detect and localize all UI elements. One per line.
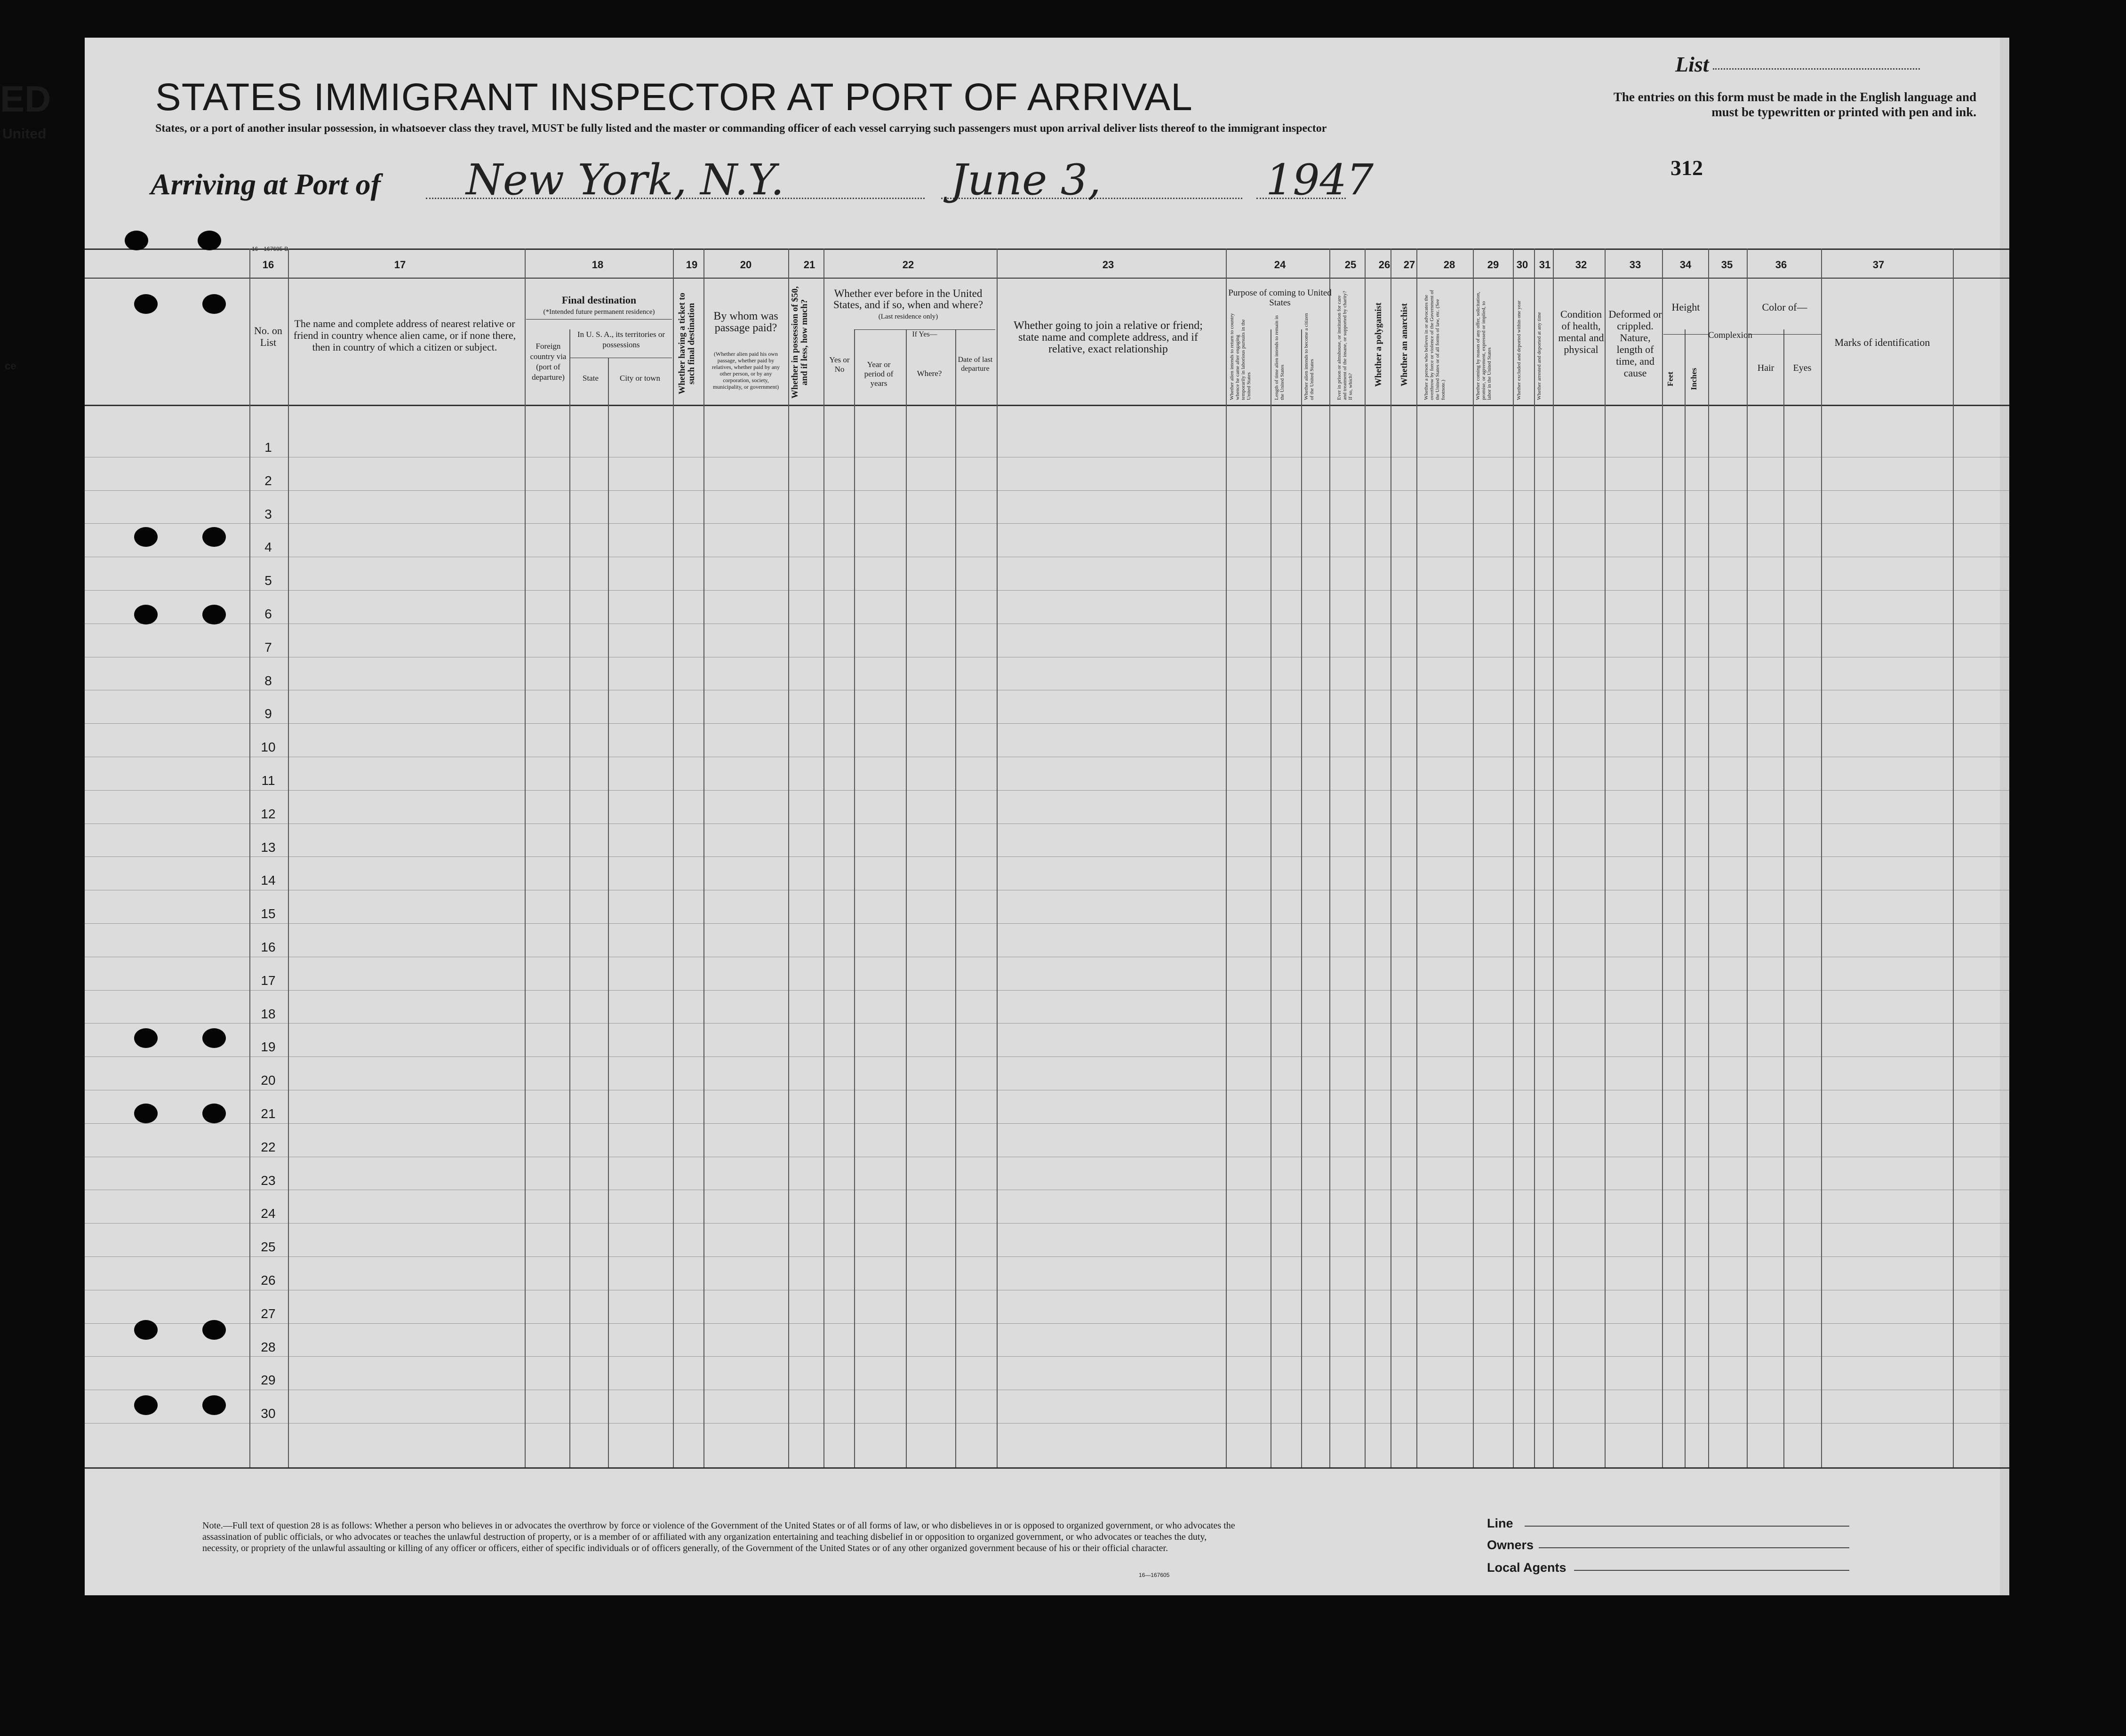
sheet-edge — [2000, 38, 2009, 1595]
row-number: 25 — [261, 1240, 276, 1255]
row-number: 5 — [264, 573, 272, 588]
table-bottom-rule — [85, 1467, 2009, 1469]
col37-header: Marks of identification — [1834, 336, 1930, 348]
column-rule — [1329, 248, 1330, 1467]
colnum-30: 30 — [1516, 259, 1528, 271]
col26-header: Whether a polygamist — [1374, 302, 1383, 387]
col23-header: Whether going to join a relative or friend; state name and complete address, and if relative, exact relationship — [1014, 320, 1203, 355]
row-number: 11 — [261, 773, 275, 788]
column-rule — [249, 248, 250, 1467]
row-number: 27 — [261, 1306, 276, 1321]
punch-hole — [125, 231, 148, 250]
colnum-32: 32 — [1575, 259, 1587, 271]
column-rule — [703, 248, 704, 1467]
row-number: 6 — [264, 607, 272, 621]
punch-hole — [134, 1104, 158, 1123]
column-rule — [1553, 248, 1554, 1467]
colnum-25: 25 — [1344, 259, 1357, 271]
col36-header: Color of— — [1762, 301, 1807, 313]
punch-hole — [134, 1028, 158, 1048]
column-rule — [1953, 248, 1954, 1467]
form-title: STATES IMMIGRANT INSPECTOR AT PORT OF ARRIVAL — [155, 76, 1193, 119]
row-rule — [85, 1023, 2009, 1024]
col24-return: Whether alien intends to return to country whence he came after engaging temporarily in laborious pursuits in the United States — [1229, 313, 1252, 400]
edge-subtitle-fragment: United — [2, 126, 47, 142]
col22-ifyes: If Yes— — [912, 330, 937, 338]
column-rule — [788, 248, 789, 1467]
row-rule — [85, 1056, 2009, 1057]
punch-hole — [202, 1395, 226, 1415]
row-number: 17 — [261, 973, 276, 988]
list-label: List — [1675, 52, 1709, 76]
col22-subrule — [854, 329, 995, 330]
colnum-33: 33 — [1629, 259, 1641, 271]
owners-label: Owners — [1487, 1538, 1534, 1552]
row-number: 24 — [261, 1206, 276, 1221]
punch-hole — [198, 231, 221, 250]
colnum-37: 37 — [1872, 259, 1885, 271]
colnum-22: 22 — [902, 259, 914, 271]
colnum-24: 24 — [1274, 259, 1286, 271]
punch-hole — [202, 1104, 226, 1123]
col22-yesno: Yes or No — [829, 355, 850, 374]
column-rule — [1534, 248, 1535, 1467]
row-number: 18 — [261, 1006, 276, 1021]
row-number: 30 — [261, 1406, 276, 1421]
row-number: 8 — [264, 673, 272, 688]
row-number: 21 — [261, 1106, 276, 1121]
arriving-label: Arriving at Port of — [151, 168, 381, 201]
punch-hole — [202, 1320, 226, 1340]
year-handwritten: 1947 — [1266, 155, 1374, 205]
col22-where: Where? — [917, 369, 942, 378]
punch-hole — [134, 527, 158, 547]
line-field[interactable] — [1525, 1526, 1849, 1527]
column-rule — [1685, 329, 1686, 1467]
punch-hole — [202, 605, 226, 624]
col25-header: Ever in prison or almshouse, or institution for care and treatment of the insane, or supported by charity? If so, which? — [1336, 291, 1353, 400]
column-rule — [955, 329, 956, 1467]
colnum-16: 16 — [262, 259, 274, 271]
column-rule — [288, 248, 289, 1467]
col27-header: Whether an anarchist — [1399, 303, 1409, 386]
edge-column-fragment: ce — [5, 360, 16, 372]
column-rule — [1365, 248, 1366, 1467]
col18-usa: In U. S. A., its territories or possessions — [577, 330, 665, 349]
row-rule — [85, 856, 2009, 857]
row-number: 4 — [264, 540, 272, 555]
column-rule — [906, 329, 907, 1467]
col24-header: Purpose of coming to United States — [1228, 288, 1332, 308]
list-number-line — [1713, 68, 1920, 70]
row-rule — [85, 1356, 2009, 1357]
column-rule — [1783, 329, 1784, 1467]
col22-header: Whether ever before in the United States, and if so, when and where? — [833, 288, 983, 311]
colnum-27: 27 — [1403, 259, 1415, 271]
row-rule — [85, 990, 2009, 991]
colnum-21: 21 — [803, 259, 815, 271]
column-rule — [1226, 248, 1227, 1467]
punch-hole — [202, 1028, 226, 1048]
colnum-26: 26 — [1378, 259, 1391, 271]
column-rule — [673, 248, 674, 1467]
column-rule — [525, 248, 526, 1467]
row-number: 28 — [261, 1339, 276, 1354]
punch-hole — [134, 605, 158, 624]
col22-note: (Last residence only) — [878, 313, 938, 320]
colnum-36: 36 — [1775, 259, 1787, 271]
column-rule — [608, 358, 609, 1467]
col34-inches: Inches — [1689, 368, 1698, 390]
owners-field[interactable] — [1539, 1547, 1849, 1548]
row-number: 10 — [261, 740, 276, 755]
row-rule — [85, 1256, 2009, 1257]
colnum-19: 19 — [686, 259, 698, 271]
column-rule — [1747, 248, 1748, 1467]
column-rule — [997, 248, 998, 1467]
row-number: 22 — [261, 1139, 276, 1154]
header-bottom-rule — [85, 405, 2009, 406]
row-number: 12 — [261, 806, 276, 821]
row-number: 3 — [264, 506, 272, 521]
col18-state: State — [583, 374, 599, 383]
col18-subrule — [526, 319, 672, 320]
column-rule — [823, 248, 824, 1467]
colnum-34: 34 — [1679, 259, 1692, 271]
row-rule — [85, 1123, 2009, 1124]
col16-header: No. on List — [254, 325, 282, 348]
col20-note: (Whether alien paid his own passage, whether paid by relatives, whether paid by any other person, or by any corporation, society, municipality, or government) — [711, 351, 780, 390]
column-rule — [1662, 248, 1663, 1467]
col29-header: Whether coming by reason of any offer, solicitation, promise, or agreement, expressed or implied, to labor in the United States — [1475, 292, 1492, 400]
col28-header: Whether a person who believes in or advocates the overthrow by force or violence of the Government of the United States or of all forms of law, etc. (See footnote.) — [1423, 290, 1446, 400]
row-number: 2 — [264, 473, 272, 488]
row-number: 1 — [264, 440, 272, 455]
col36-subrule — [1748, 334, 1821, 335]
row-rule — [85, 1323, 2009, 1324]
column-rule — [854, 329, 855, 1467]
row-number: 14 — [261, 873, 276, 888]
form-sheet — [85, 38, 2005, 1595]
punch-hole — [202, 294, 226, 314]
col32-header: Condition of health, mental and physical — [1558, 308, 1604, 355]
row-rule — [85, 590, 2009, 591]
row-rule — [85, 1223, 2009, 1224]
colnum-35: 35 — [1721, 259, 1733, 271]
row-number: 20 — [261, 1073, 276, 1088]
colnum-rule — [85, 278, 2009, 279]
row-number: 26 — [261, 1273, 276, 1288]
colnum-20: 20 — [740, 259, 752, 271]
row-rule — [85, 1423, 2009, 1424]
row-rule — [85, 490, 2009, 491]
page-number: 312 — [1670, 156, 1703, 180]
instructions: The entries on this form must be made in the English language and must be typewritten or printed with pen and ink. — [1613, 90, 1976, 119]
form-subtitle: States, or a port of another insular possession, in whatsoever class they travel, MUST be fully listed and the master or commanding officer of each vessel carrying such passengers must upon arrival deliver lists thereof to the immigrant inspector — [155, 122, 1327, 135]
punch-hole — [134, 1395, 158, 1415]
date-handwritten: June 3, — [951, 155, 1101, 205]
column-rule — [569, 329, 570, 1467]
col18-foreign: Foreign country via (port of departure) — [530, 342, 567, 382]
row-number: 19 — [261, 1040, 276, 1055]
col36-eyes: Eyes — [1793, 363, 1812, 373]
col18-city: City or town — [620, 374, 660, 383]
col22-date: Date of last departure — [958, 356, 993, 373]
col35-header: Complexion — [1708, 330, 1752, 340]
col18-note: (*Intended future permanent residence) — [543, 308, 655, 316]
colnum-18: 18 — [591, 259, 604, 271]
column-rule — [1416, 248, 1417, 1467]
punch-hole — [134, 1320, 158, 1340]
column-rule — [1473, 248, 1474, 1467]
row-rule — [85, 523, 2009, 524]
col22-year: Year or period of years — [864, 360, 894, 388]
port-handwritten: New York, N.Y. — [466, 155, 784, 205]
column-rule — [1821, 248, 1822, 1467]
col19-header: Whether having a ticket to such final destination — [677, 292, 696, 395]
edge-title-fragment: ED — [0, 78, 51, 120]
colnum-31: 31 — [1539, 259, 1551, 271]
column-rule — [1708, 248, 1709, 1467]
colnum-28: 28 — [1443, 259, 1455, 271]
form-reference: 16—167605-B — [252, 246, 288, 252]
row-number: 13 — [261, 840, 276, 855]
col18-title: Final destination — [561, 294, 637, 306]
row-number: 9 — [264, 706, 272, 721]
footer-form-number: 16—167605 — [1139, 1572, 1170, 1578]
table-top-rule — [85, 248, 2009, 250]
row-number: 23 — [261, 1173, 276, 1188]
column-rule — [1605, 248, 1606, 1467]
col34-header: Height — [1671, 301, 1700, 313]
row-number: 16 — [261, 940, 276, 954]
footnote-q28: Note.—Full text of question 28 is as follows: Whether a person who believes in or advocates the overthrow by force or violence of the Government of the United States or of all forms of law, or who disbelieves in or is opposed to organized government, or who advocates the assassination of public officials, or who advocates or teaches the unlawful destruction of property, or is a member of or affiliated with any organization entertaining and teaching disbelief in or opposition to organized government, or who advocates or teaches the duty, necessity, or propriety of the unlawful assaulting or killing of any officer or officers, either of specific individuals or of officers generally, of the Government of the United States or of any other organized government because of his or their official character. — [202, 1520, 1235, 1553]
line-label: Line — [1487, 1516, 1513, 1530]
punch-hole — [202, 527, 226, 547]
col34-subrule — [1663, 334, 1708, 335]
col34-feet: Feet — [1666, 371, 1675, 386]
local-agents-field[interactable] — [1574, 1570, 1849, 1571]
row-number: 29 — [261, 1373, 276, 1388]
col17-header: The name and complete address of nearest relative or friend in country whence alien came, or if none there, then in country of which a citizen or subject. — [293, 318, 516, 353]
row-number: 7 — [264, 640, 272, 655]
col24-length: Length of time alien intends to remain in the United States — [1274, 315, 1285, 400]
punch-hole — [134, 294, 158, 314]
row-rule — [85, 790, 2009, 791]
row-rule — [85, 723, 2009, 724]
column-rule — [1301, 329, 1302, 1467]
col20-header: By whom was passage paid? — [713, 310, 778, 334]
col36-hair: Hair — [1757, 363, 1774, 373]
col21-header: Whether in possession of $50, and if less, how much? — [790, 286, 809, 399]
colnum-17: 17 — [394, 259, 406, 271]
colnum-23: 23 — [1102, 259, 1114, 271]
column-rule — [1513, 248, 1514, 1467]
colnum-29: 29 — [1487, 259, 1499, 271]
col31-header: Whether arrested and deported at any time — [1536, 312, 1542, 400]
row-rule — [85, 923, 2009, 924]
local-agents-label: Local Agents — [1487, 1560, 1567, 1575]
row-number: 15 — [261, 906, 276, 921]
col24-citizen: Whether alien intends to become a citizen of the United States — [1303, 313, 1315, 400]
col33-header: Deformed or crippled. Nature, length of time, and cause — [1608, 308, 1662, 379]
col30-header: Whether excluded and deported within one year — [1516, 300, 1522, 400]
